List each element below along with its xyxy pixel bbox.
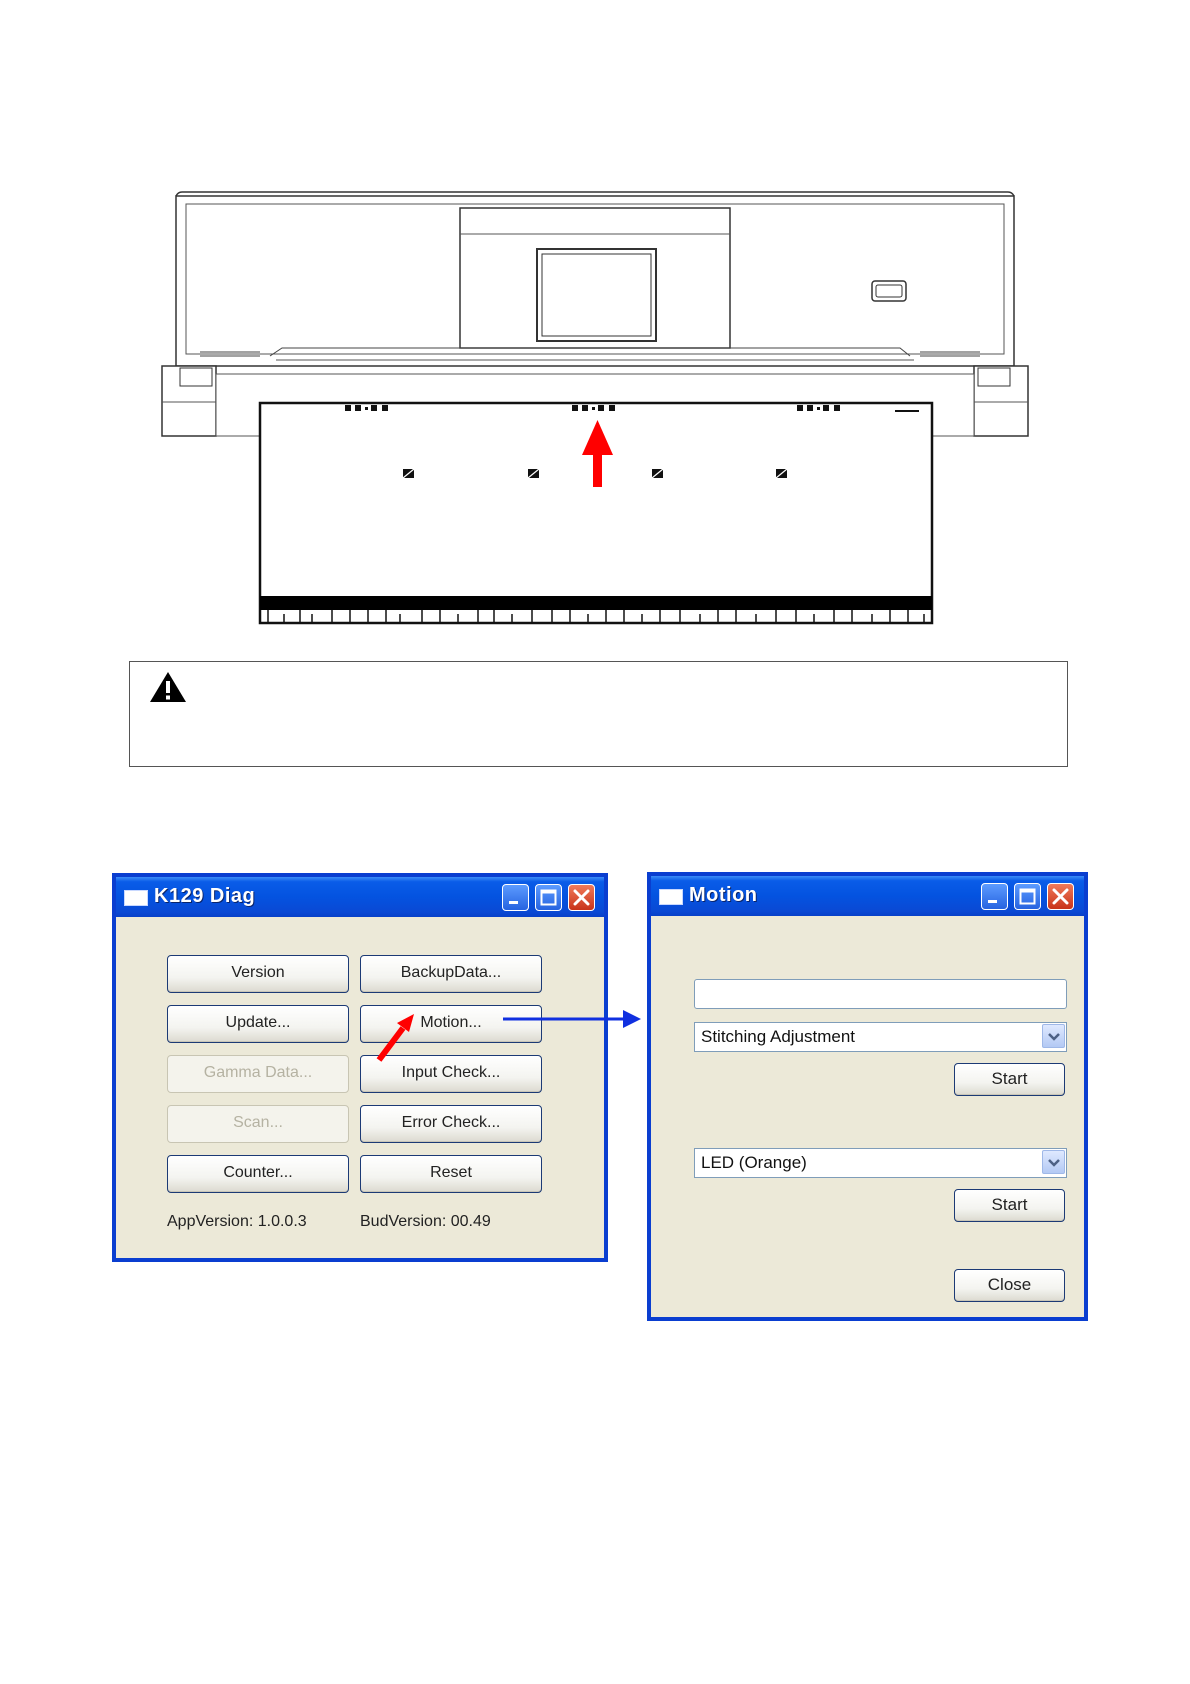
motion-button[interactable]: Motion... bbox=[360, 1005, 542, 1043]
minimize-button[interactable] bbox=[502, 884, 529, 911]
maximize-button[interactable] bbox=[535, 884, 562, 911]
diag-window bbox=[112, 873, 608, 1262]
diag-title-bar[interactable] bbox=[116, 877, 604, 917]
led-select-value: LED (Orange) bbox=[701, 1153, 807, 1172]
window-icon bbox=[124, 890, 148, 906]
input-check-button[interactable]: Input Check... bbox=[360, 1055, 542, 1093]
maximize-icon bbox=[1015, 884, 1040, 909]
close-icon bbox=[1048, 884, 1073, 909]
motion-window-title: Motion bbox=[689, 884, 758, 906]
minimize-icon bbox=[503, 885, 528, 910]
close-window-button[interactable] bbox=[1047, 883, 1074, 910]
backup-data-button[interactable]: BackupData... bbox=[360, 955, 542, 993]
reset-button[interactable]: Reset bbox=[360, 1155, 542, 1193]
close-button[interactable]: Close bbox=[954, 1269, 1065, 1302]
minimize-button[interactable] bbox=[981, 883, 1008, 910]
maximize-button[interactable] bbox=[1014, 883, 1041, 910]
close-icon bbox=[569, 885, 594, 910]
led-select[interactable] bbox=[694, 1148, 1067, 1178]
printer-drawing bbox=[160, 190, 1030, 630]
window-icon bbox=[659, 889, 683, 905]
update-button[interactable]: Update... bbox=[167, 1005, 349, 1043]
motion-select-value: Stitching Adjustment bbox=[701, 1027, 856, 1046]
counter-button[interactable]: Counter... bbox=[167, 1155, 349, 1193]
version-button[interactable]: Version bbox=[167, 955, 349, 993]
caution-box bbox=[129, 661, 1068, 767]
motion-select[interactable] bbox=[694, 1022, 1067, 1052]
minimize-icon bbox=[982, 884, 1007, 909]
start-button-led[interactable]: Start bbox=[954, 1189, 1065, 1222]
status-text-field[interactable] bbox=[694, 979, 1067, 1009]
bud-version-label: BudVersion: 00.49 bbox=[360, 1213, 491, 1230]
scan-button: Scan... bbox=[167, 1105, 349, 1143]
start-button-motion[interactable]: Start bbox=[954, 1063, 1065, 1096]
chevron-down-icon[interactable] bbox=[1042, 1150, 1065, 1174]
motion-title-bar[interactable] bbox=[651, 876, 1084, 916]
maximize-icon bbox=[536, 885, 561, 910]
app-version-label: AppVersion: 1.0.0.3 bbox=[167, 1213, 307, 1230]
warning-triangle-icon bbox=[148, 670, 188, 704]
chevron-down-icon[interactable] bbox=[1042, 1024, 1065, 1048]
diag-window-title: K129 Diag bbox=[154, 885, 256, 907]
error-check-button[interactable]: Error Check... bbox=[360, 1105, 542, 1143]
motion-window bbox=[647, 872, 1088, 1321]
gamma-data-button: Gamma Data... bbox=[167, 1055, 349, 1093]
close-window-button[interactable] bbox=[568, 884, 595, 911]
printer-illustration bbox=[160, 190, 1030, 630]
